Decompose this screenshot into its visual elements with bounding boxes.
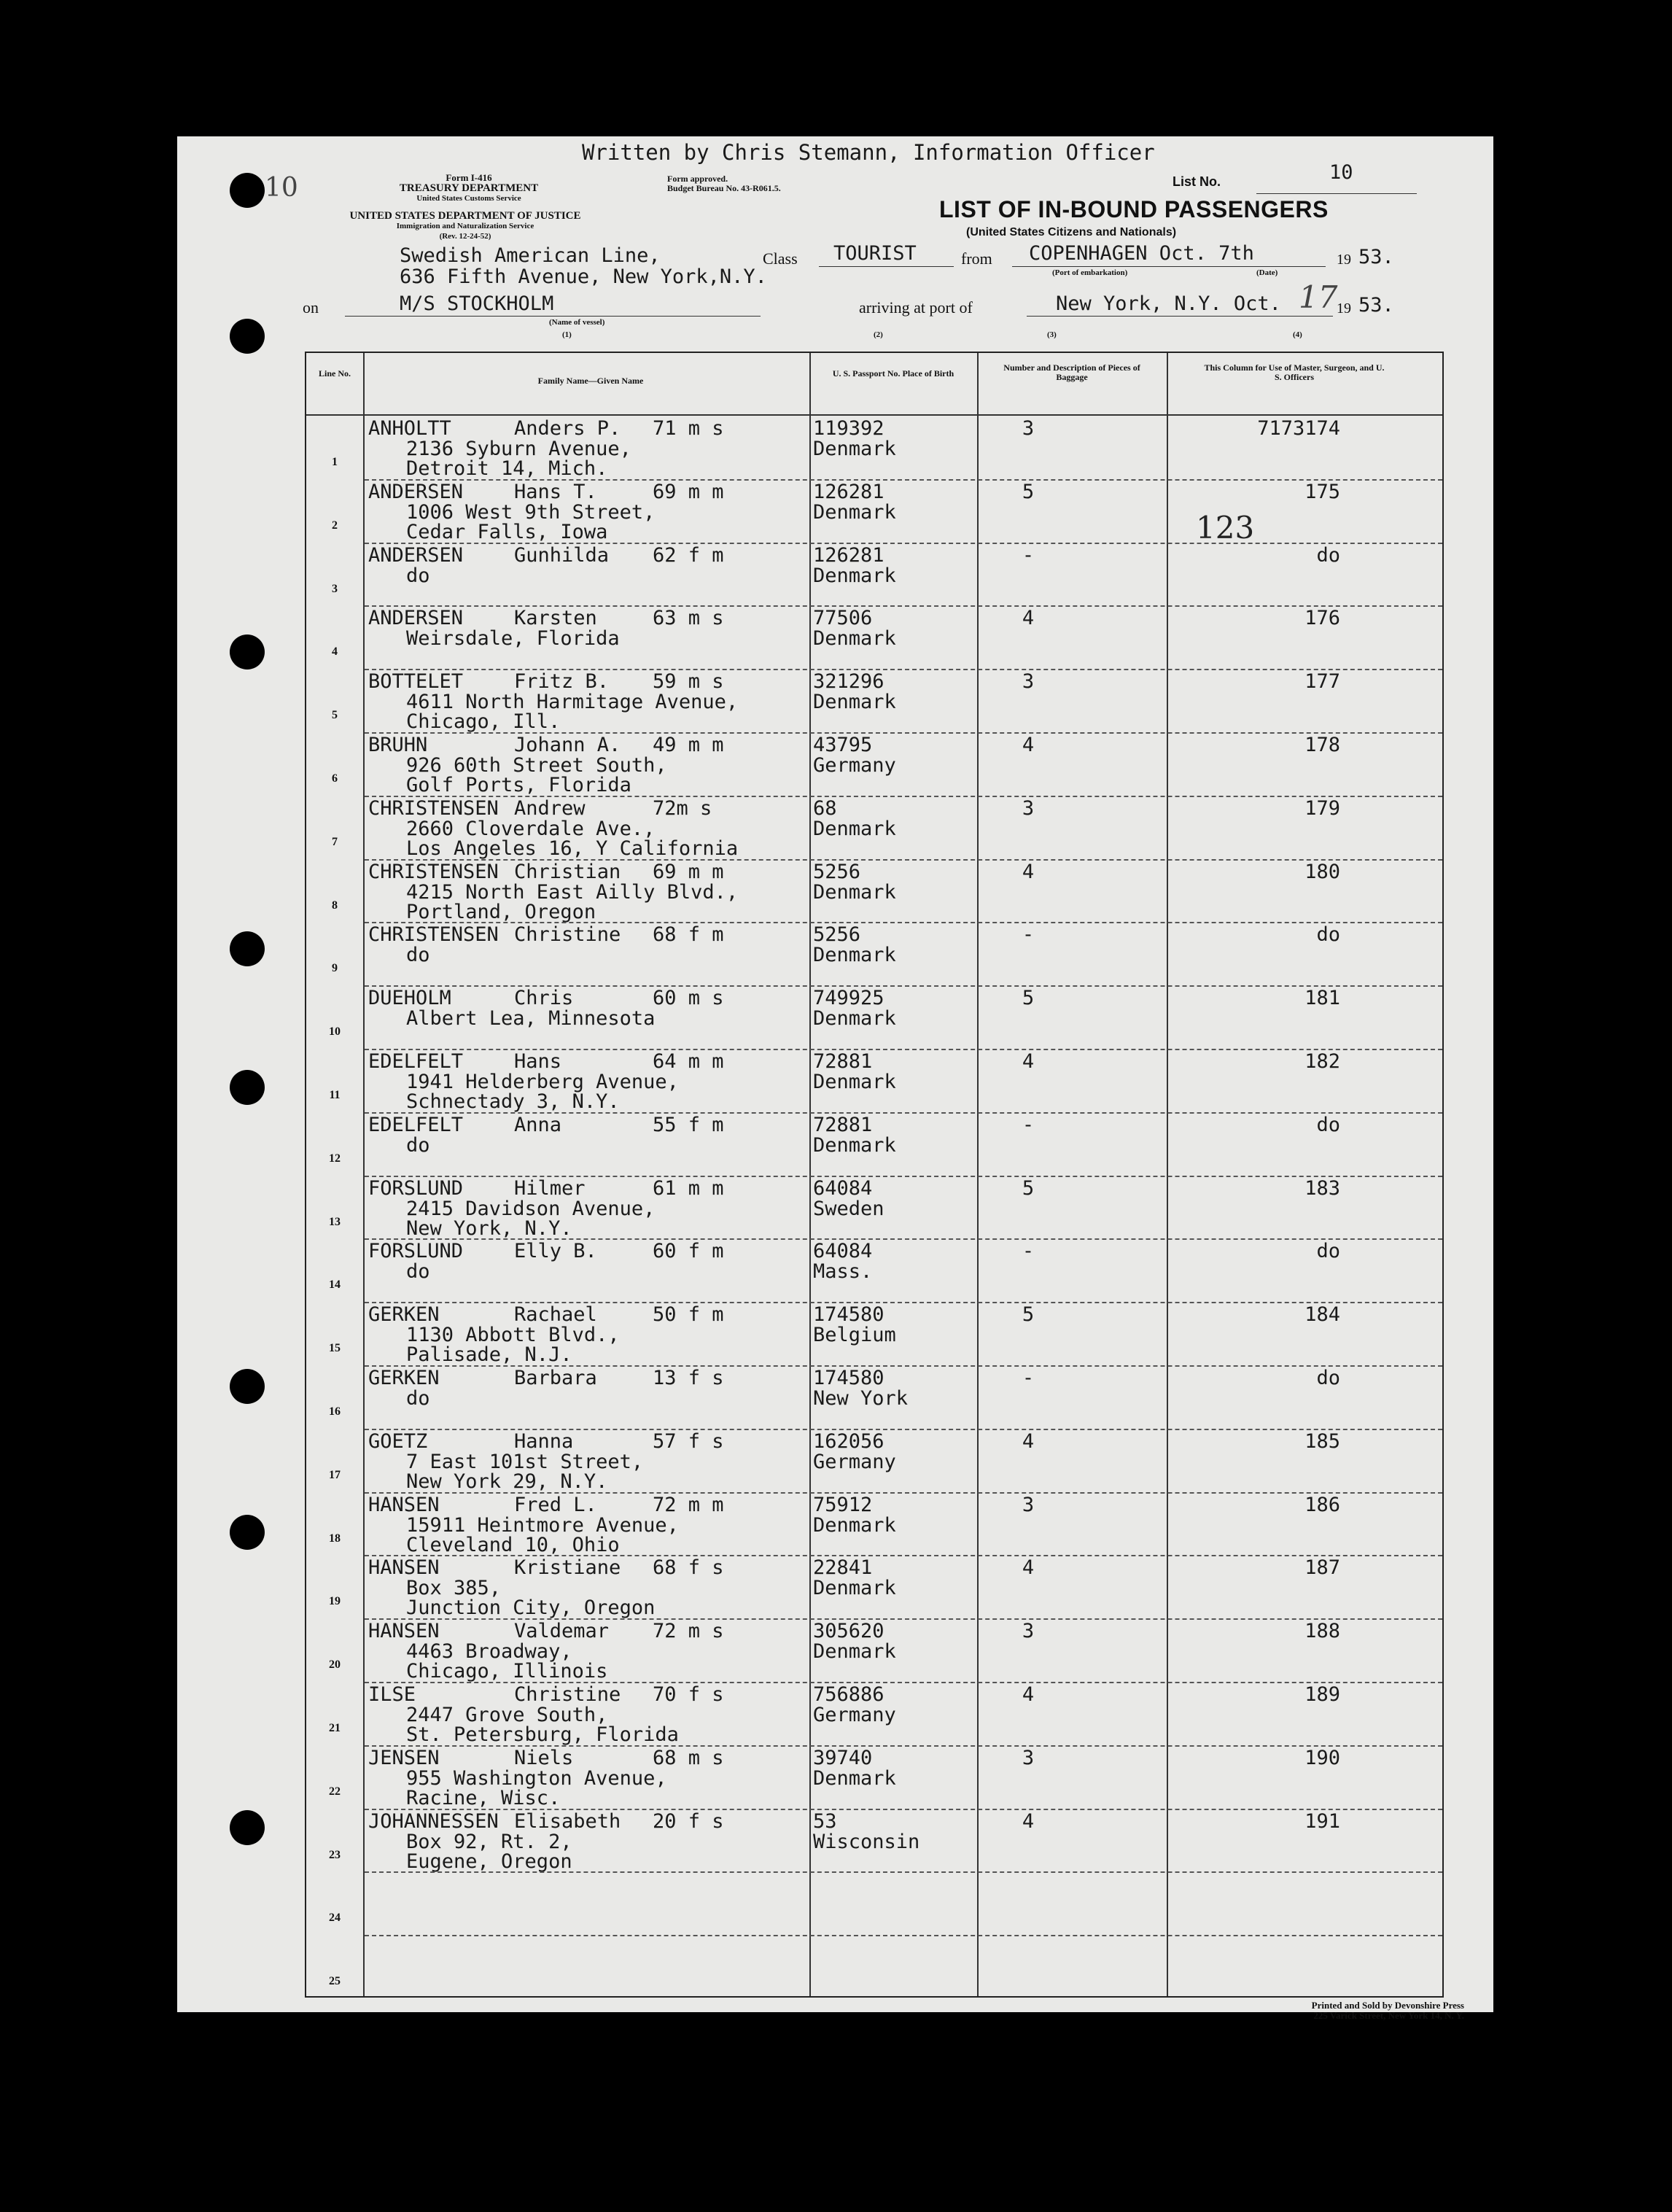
place-of-birth: Sweden — [813, 1197, 884, 1220]
place-of-birth: Denmark — [813, 500, 896, 524]
passenger-address-line-2: Palisade, N.J. — [406, 1343, 572, 1367]
passenger-surname: CHRISTENSEN — [368, 796, 499, 820]
form-number: Form I-416 — [446, 172, 492, 183]
approval-line-1: Form approved. — [667, 174, 728, 184]
passenger-given-name: Andrew — [514, 796, 586, 820]
passenger-surname: HANSEN — [368, 1493, 440, 1516]
row-divider — [365, 1871, 1442, 1873]
margin-mark: 10 — [265, 173, 298, 203]
passenger-address-line-1: Weirsdale, Florida — [406, 627, 620, 651]
line-number: 9 — [332, 962, 338, 975]
passenger-surname: JOHANNESSEN — [368, 1809, 499, 1833]
passenger-given-name: Hilmer — [514, 1176, 586, 1200]
place-of-birth: Germany — [813, 1450, 896, 1473]
place-of-birth: Denmark — [813, 1640, 896, 1664]
official-number: 186 — [1304, 1493, 1340, 1516]
passenger-address-line-2: New York, N.Y. — [406, 1216, 572, 1240]
passport-number: 162056 — [813, 1429, 884, 1453]
passenger-surname: CHRISTENSEN — [368, 860, 499, 883]
official-number: 190 — [1304, 1746, 1340, 1769]
passenger-address-line-1: 2447 Grove South, — [406, 1704, 608, 1726]
vessel-underline — [345, 316, 761, 317]
baggage-count: 4 — [1022, 734, 1035, 756]
passenger-address-line-1: 4463 Broadway, — [406, 1640, 572, 1664]
place-of-birth: Denmark — [813, 627, 896, 651]
passenger-surname: ANDERSEN — [368, 607, 464, 630]
passenger-age-sex-status: 69 m m — [653, 480, 724, 503]
header-name: Family Name—Given Name — [537, 376, 644, 386]
place-of-birth: Denmark — [813, 817, 896, 840]
header-divider — [306, 414, 1442, 416]
list-title: LIST OF IN-BOUND PASSENGERS — [939, 196, 1329, 222]
line-number: 8 — [332, 899, 338, 912]
passenger-age-sex-status: 68 m s — [653, 1746, 724, 1769]
passenger-address-line-1: 2415 Davidson Avenue, — [406, 1197, 656, 1220]
line-number: 5 — [332, 709, 338, 722]
footer-line-1: Printed and Sold by Devonshire Press — [1311, 2000, 1464, 2011]
passenger-given-name: Christine — [514, 923, 621, 947]
passenger-given-name: Anders P. — [514, 417, 621, 440]
passenger-surname: FORSLUND — [368, 1240, 464, 1263]
official-number: 188 — [1304, 1620, 1340, 1643]
line-number: 24 — [329, 1912, 341, 1925]
passenger-address-line-1: 15911 Heintmore Avenue, — [406, 1513, 679, 1537]
baggage-count: - — [1022, 1240, 1035, 1263]
passenger-address-line-1: do — [406, 564, 430, 587]
official-number: 178 — [1304, 734, 1340, 756]
arrival-underline — [1027, 316, 1333, 317]
passenger-age-sex-status: 60 m s — [653, 987, 724, 1010]
official-number: 183 — [1304, 1176, 1340, 1200]
passenger-address-line-1: 7 East 101st Street, — [406, 1450, 644, 1473]
passport-number: 119392 — [813, 417, 884, 440]
passport-number: 53 — [813, 1809, 837, 1833]
company-name: Swedish American Line, — [400, 244, 661, 267]
handwritten-note: 123 — [1196, 510, 1255, 546]
list-no-value: 10 — [1329, 161, 1353, 184]
year-2: 53. — [1358, 294, 1394, 317]
passenger-address-line-1: 4611 North Harmitage Avenue, — [406, 691, 739, 714]
passenger-age-sex-status: 49 m m — [653, 734, 724, 756]
line-number: 6 — [332, 772, 338, 785]
binder-hole — [230, 173, 265, 208]
baggage-count: 5 — [1022, 987, 1035, 1010]
printer-footer — [1312, 2000, 1464, 2021]
place-of-birth: New York — [813, 1387, 909, 1410]
passenger-given-name: Rachael — [514, 1303, 597, 1327]
binder-hole — [230, 1515, 265, 1550]
passenger-age-sex-status: 64 m m — [653, 1050, 724, 1073]
class-label: Class — [763, 249, 798, 268]
passenger-age-sex-status: 70 f s — [653, 1683, 724, 1706]
company-address: 636 Fifth Avenue, New York,N.Y. — [400, 265, 767, 288]
col-num-4: (4) — [1293, 330, 1302, 339]
passenger-given-name: Kristiane — [514, 1556, 621, 1580]
passport-number: 174580 — [813, 1303, 884, 1327]
place-of-birth: Denmark — [813, 1133, 896, 1157]
passenger-address-line-1: do — [406, 1387, 430, 1410]
passenger-given-name: Elisabeth — [514, 1809, 621, 1833]
on-label: on — [303, 298, 319, 317]
binder-hole — [230, 319, 265, 354]
official-number: 175 — [1304, 480, 1340, 503]
passenger-surname: FORSLUND — [368, 1176, 464, 1200]
line-number: 18 — [329, 1532, 341, 1545]
place-of-birth: Germany — [813, 754, 896, 777]
col-num-1: (1) — [562, 330, 572, 339]
list-subtitle: (United States Citizens and Nationals) — [966, 226, 1177, 238]
passenger-age-sex-status: 13 f s — [653, 1367, 724, 1389]
justice-block — [298, 211, 633, 241]
passenger-surname: CHRISTENSEN — [368, 923, 499, 947]
passenger-address-line-1: do — [406, 1133, 430, 1157]
binder-hole — [230, 931, 265, 966]
baggage-count: 5 — [1022, 1176, 1035, 1200]
passenger-age-sex-status: 72 m s — [653, 1620, 724, 1643]
line-number: 14 — [329, 1278, 341, 1292]
place-of-birth: Denmark — [813, 1071, 896, 1093]
passport-number: 5256 — [813, 860, 861, 883]
line-number: 17 — [329, 1468, 341, 1481]
passenger-age-sex-status: 50 f m — [653, 1303, 724, 1327]
justice-dept: UNITED STATES DEPARTMENT OF JUSTICE — [349, 210, 581, 222]
passenger-address-line-2: Golf Ports, Florida — [406, 774, 631, 796]
footer-line-2: 225 Varick Street, New York 14, N. Y. — [1313, 2010, 1464, 2021]
passport-number: 72881 — [813, 1113, 873, 1136]
passport-number: 321296 — [813, 670, 884, 694]
header-officers: This Column for Use of Master, Surgeon, and U. S. Officers — [1204, 362, 1385, 382]
passport-number: 756886 — [813, 1683, 884, 1706]
class-value: TOURIST — [833, 242, 917, 265]
passenger-given-name: Barbara — [514, 1367, 597, 1389]
place-of-birth: Denmark — [813, 438, 896, 460]
baggage-count: 4 — [1022, 1429, 1035, 1453]
passenger-surname: EDELFELT — [368, 1050, 464, 1073]
official-number: 185 — [1304, 1429, 1340, 1453]
header-passport: U. S. Passport No. Place of Birth — [832, 368, 954, 379]
passenger-age-sex-status: 68 f s — [653, 1556, 724, 1580]
typed-header: Written by Chris Stemann, Information Officer — [582, 140, 1155, 165]
passenger-age-sex-status: 72 m m — [653, 1493, 724, 1516]
passenger-age-sex-status: 68 f m — [653, 923, 724, 947]
passport-number: 68 — [813, 796, 837, 820]
place-of-birth: Denmark — [813, 564, 896, 587]
line-number: 7 — [332, 835, 338, 848]
passenger-surname: GERKEN — [368, 1303, 440, 1327]
passport-number: 749925 — [813, 987, 884, 1010]
passport-number: 64084 — [813, 1176, 873, 1200]
passenger-surname: DUEHOLM — [368, 987, 451, 1010]
official-number: do — [1316, 923, 1340, 947]
passenger-address-line-1: 2660 Cloverdale Ave., — [406, 817, 656, 840]
place-of-birth: Wisconsin — [813, 1830, 920, 1853]
passenger-age-sex-status: 62 f m — [653, 543, 724, 567]
baggage-count: 5 — [1022, 480, 1035, 503]
passenger-address-line-2: Racine, Wisc. — [406, 1786, 561, 1809]
line-number: 20 — [329, 1658, 341, 1672]
passport-number: 22841 — [813, 1556, 873, 1580]
passport-number: 64084 — [813, 1240, 873, 1263]
passenger-surname: GOETZ — [368, 1429, 428, 1453]
place-of-birth: Denmark — [813, 880, 896, 904]
official-number: 179 — [1304, 796, 1340, 820]
line-number: 22 — [329, 1785, 341, 1798]
col-num-3: (3) — [1047, 330, 1057, 339]
passenger-address-line-2: Los Angeles 16, Y California — [406, 837, 739, 860]
passenger-address-line-2: Detroit 14, Mich. — [406, 457, 608, 480]
passenger-address-line-2: Portland, Oregon — [406, 900, 596, 923]
passenger-address-line-1: Box 385, — [406, 1577, 502, 1600]
passenger-address-line-2: Cedar Falls, Iowa — [406, 520, 608, 543]
line-number: 3 — [332, 582, 338, 595]
passenger-address-line-1: Albert Lea, Minnesota — [406, 1007, 656, 1031]
passenger-given-name: Elly B. — [514, 1240, 597, 1263]
form-block — [359, 173, 578, 203]
place-of-birth: Denmark — [813, 1513, 896, 1537]
line-number: 21 — [329, 1722, 341, 1734]
passenger-given-name: Johann A. — [514, 734, 621, 756]
passenger-age-sex-status: 55 f m — [653, 1113, 724, 1136]
passport-number: 305620 — [813, 1620, 884, 1643]
binder-hole — [230, 1810, 265, 1845]
line-number: 23 — [329, 1848, 341, 1861]
passenger-address-line-1: Box 92, Rt. 2, — [406, 1830, 572, 1853]
baggage-count: - — [1022, 543, 1035, 567]
date-caption: (Date) — [1256, 268, 1278, 277]
year-1: 53. — [1358, 246, 1394, 268]
official-number: 191 — [1304, 1809, 1340, 1833]
passport-number: 77506 — [813, 607, 873, 630]
passenger-surname: JENSEN — [368, 1746, 440, 1769]
passenger-address-line-1: 1941 Helderberg Avenue, — [406, 1071, 679, 1093]
passenger-address-line-2: Chicago, Ill. — [406, 710, 561, 734]
passenger-surname: HANSEN — [368, 1556, 440, 1580]
embarkation-value: COPENHAGEN Oct. 7th — [1029, 242, 1254, 265]
place-of-birth: Mass. — [813, 1260, 873, 1284]
passenger-address-line-1: 1006 West 9th Street, — [406, 500, 656, 524]
baggage-count: 4 — [1022, 1809, 1035, 1833]
passenger-given-name: Hanna — [514, 1429, 574, 1453]
official-number: do — [1316, 1113, 1340, 1136]
passenger-age-sex-status: 63 m s — [653, 607, 724, 630]
passport-number: 174580 — [813, 1367, 884, 1389]
passenger-age-sex-status: 20 f s — [653, 1809, 724, 1833]
passenger-surname: ANDERSEN — [368, 543, 464, 567]
col-num-2: (2) — [874, 330, 883, 339]
vessel-caption: (Name of vessel) — [549, 318, 605, 327]
place-of-birth: Denmark — [813, 1577, 896, 1600]
passenger-given-name: Fred L. — [514, 1493, 597, 1516]
official-number: 184 — [1304, 1303, 1340, 1327]
manifest-table — [305, 352, 1444, 1998]
vessel-name: M/S STOCKHOLM — [400, 292, 554, 315]
treasury-dept: TREASURY DEPARTMENT — [399, 182, 539, 194]
baggage-count: 5 — [1022, 1303, 1035, 1327]
baggage-count: 4 — [1022, 607, 1035, 630]
passenger-address-line-1: 4215 North East Ailly Blvd., — [406, 880, 739, 904]
passenger-age-sex-status: 71 m s — [653, 417, 724, 440]
customs-service: United States Customs Service — [416, 194, 521, 203]
passenger-address-line-1: do — [406, 1260, 430, 1284]
passenger-age-sex-status: 59 m s — [653, 670, 724, 694]
baggage-count: - — [1022, 923, 1035, 947]
line-number: 1 — [332, 456, 338, 468]
baggage-count: 3 — [1022, 1493, 1035, 1516]
official-number: 180 — [1304, 860, 1340, 883]
place-of-birth: Denmark — [813, 1007, 896, 1031]
class-underline — [819, 266, 954, 267]
revision: (Rev. 12-24-52) — [439, 232, 491, 241]
year-prefix-1: 19 — [1337, 252, 1351, 268]
year-prefix-2: 19 — [1337, 300, 1351, 317]
official-number: 176 — [1304, 607, 1340, 630]
place-of-birth: Denmark — [813, 1766, 896, 1790]
passport-number: 75912 — [813, 1493, 873, 1516]
passenger-address-line-2: New York 29, N.Y. — [406, 1470, 608, 1493]
line-number: 25 — [329, 1975, 341, 1988]
passenger-given-name: Fritz B. — [514, 670, 610, 694]
line-number: 16 — [329, 1405, 341, 1418]
official-number: 181 — [1304, 987, 1340, 1010]
baggage-count: - — [1022, 1113, 1035, 1136]
baggage-count: 3 — [1022, 1746, 1035, 1769]
header-line-no: Line No. — [318, 368, 351, 379]
passport-number: 43795 — [813, 734, 873, 756]
line-number: 10 — [329, 1025, 341, 1039]
baggage-count: 3 — [1022, 1620, 1035, 1643]
passenger-age-sex-status: 72m s — [653, 796, 712, 820]
passenger-age-sex-status: 57 f s — [653, 1429, 724, 1453]
line-number: 4 — [332, 645, 338, 659]
baggage-count: 3 — [1022, 670, 1035, 694]
baggage-count: 4 — [1022, 1556, 1035, 1580]
passenger-given-name: Christine — [514, 1683, 621, 1706]
official-number: 7173174 — [1257, 417, 1340, 440]
row-divider — [365, 1935, 1442, 1936]
official-number: do — [1316, 1240, 1340, 1263]
passenger-address-line-1: 1130 Abbott Blvd., — [406, 1324, 620, 1347]
passport-number: 126281 — [813, 543, 884, 567]
passenger-given-name: Christian — [514, 860, 621, 883]
passenger-given-name: Gunhilda — [514, 543, 610, 567]
passenger-given-name: Anna — [514, 1113, 562, 1136]
list-no-underline — [1256, 193, 1417, 194]
passenger-surname: ANHOLTT — [368, 417, 451, 440]
official-number: 187 — [1304, 1556, 1340, 1580]
passenger-address-line-1: 926 60th Street South, — [406, 754, 667, 777]
passenger-address-line-2: Cleveland 10, Ohio — [406, 1533, 620, 1556]
binder-hole — [230, 1070, 265, 1105]
baggage-count: 4 — [1022, 1050, 1035, 1073]
arriving-label: arriving at port of — [859, 298, 973, 317]
col-divider — [1167, 353, 1168, 1996]
place-of-birth: Denmark — [813, 691, 896, 714]
official-number: do — [1316, 1367, 1340, 1389]
col-divider — [977, 353, 979, 1996]
port-embark-caption: (Port of embarkation) — [1052, 268, 1128, 277]
line-number: 11 — [329, 1089, 341, 1101]
passenger-address-line-1: 2136 Syburn Avenue, — [406, 438, 631, 460]
approval-block — [667, 174, 781, 193]
passenger-surname: BOTTELET — [368, 670, 464, 694]
passenger-given-name: Hans — [514, 1050, 562, 1073]
baggage-count: 3 — [1022, 796, 1035, 820]
passenger-given-name: Karsten — [514, 607, 597, 630]
line-number: 2 — [332, 519, 338, 532]
header-baggage: Number and Description of Pieces of Baggage — [1003, 362, 1140, 382]
passenger-surname: HANSEN — [368, 1620, 440, 1643]
from-underline — [1012, 266, 1326, 267]
official-number: do — [1316, 543, 1340, 567]
binder-hole — [230, 635, 265, 670]
arrival-day: 17 — [1299, 279, 1338, 315]
approval-line-2: Budget Bureau No. 43-R061.5. — [667, 183, 781, 193]
baggage-count: - — [1022, 1367, 1035, 1389]
passenger-manifest-page — [177, 136, 1493, 2021]
ins-service: Immigration and Naturalization Service — [396, 222, 534, 230]
place-of-birth: Denmark — [813, 944, 896, 967]
passenger-surname: GERKEN — [368, 1367, 440, 1389]
passenger-surname: EDELFELT — [368, 1113, 464, 1136]
passenger-address-line-2: Chicago, Illinois — [406, 1660, 608, 1683]
place-of-birth: Belgium — [813, 1324, 896, 1347]
passenger-address-line-1: do — [406, 944, 430, 967]
passenger-given-name: Hans T. — [514, 480, 597, 503]
passenger-given-name: Valdemar — [514, 1620, 610, 1643]
binder-hole — [230, 1369, 265, 1404]
passenger-age-sex-status: 60 f m — [653, 1240, 724, 1263]
col-divider — [363, 353, 365, 1996]
passenger-given-name: Niels — [514, 1746, 574, 1769]
place-of-birth: Germany — [813, 1704, 896, 1726]
arrival-port: New York, N.Y. Oct. — [1056, 292, 1281, 315]
passenger-age-sex-status: 69 m m — [653, 860, 724, 883]
line-number: 19 — [329, 1595, 341, 1608]
official-number: 177 — [1304, 670, 1340, 694]
passport-number: 72881 — [813, 1050, 873, 1073]
line-number: 15 — [329, 1342, 341, 1355]
col-divider — [809, 353, 811, 1996]
passenger-address-line-2: St. Petersburg, Florida — [406, 1723, 679, 1746]
passenger-address-line-2: Junction City, Oregon — [406, 1596, 656, 1620]
passenger-address-line-1: 955 Washington Avenue, — [406, 1766, 667, 1790]
passenger-age-sex-status: 61 m m — [653, 1176, 724, 1200]
passenger-address-line-2: Eugene, Oregon — [406, 1850, 572, 1873]
passenger-surname: BRUHN — [368, 734, 428, 756]
passport-number: 126281 — [813, 480, 884, 503]
passenger-given-name: Chris — [514, 987, 574, 1010]
from-label: from — [961, 249, 992, 268]
passenger-address-line-2: Schnectady 3, N.Y. — [406, 1090, 620, 1113]
passenger-surname: ILSE — [368, 1683, 416, 1706]
passport-number: 39740 — [813, 1746, 873, 1769]
passenger-surname: ANDERSEN — [368, 480, 464, 503]
passport-number: 5256 — [813, 923, 861, 947]
line-number: 13 — [329, 1215, 341, 1228]
line-number: 12 — [329, 1152, 341, 1165]
official-number: 182 — [1304, 1050, 1340, 1073]
baggage-count: 4 — [1022, 1683, 1035, 1706]
baggage-count: 3 — [1022, 417, 1035, 440]
baggage-count: 4 — [1022, 860, 1035, 883]
list-no-label: List No. — [1173, 174, 1221, 189]
official-number: 189 — [1304, 1683, 1340, 1706]
